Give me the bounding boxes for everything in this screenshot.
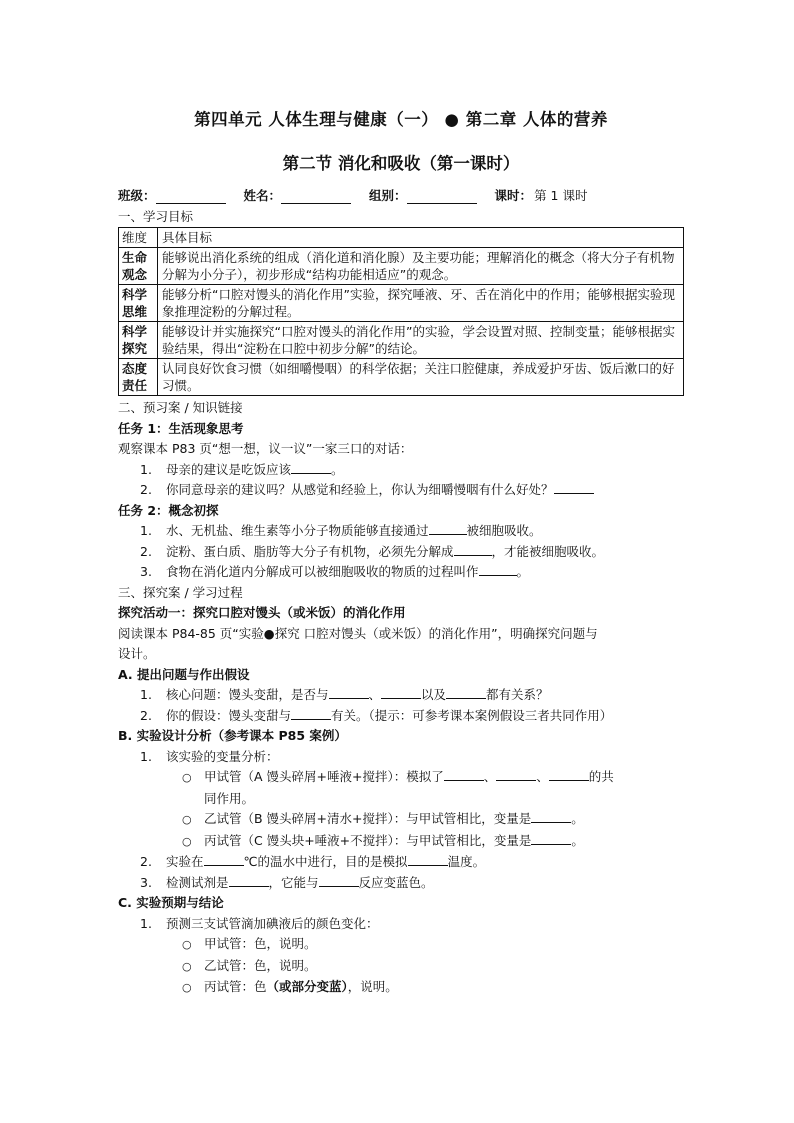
task1-intro: 观察课本 P83 页“想一想，议一议”一家三口的对话： <box>118 441 413 456</box>
group-label: 组别： <box>369 188 407 203</box>
sub-list-continuation: 同作用。 <box>204 790 255 806</box>
goal-cell: 能够设计并实施探究“口腔对馒头的消化作用”的实验，学会设置对照、控制变量；能够根据实验结果，得出“淀粉在口腔中初步分解”的结论。 <box>158 322 684 359</box>
period-value: 第 1 课时 <box>534 188 588 203</box>
item-text: 丙试管：色 <box>204 979 267 994</box>
name-field <box>244 186 352 204</box>
item-emphasis: （或部分变蓝） <box>266 979 348 994</box>
item-tail: 。 <box>516 564 530 579</box>
list-item <box>118 747 684 768</box>
answer-blank[interactable] <box>479 563 517 576</box>
dim-cell: 科学探究 <box>119 322 158 359</box>
table-header-row <box>119 228 684 248</box>
table-row <box>119 248 684 285</box>
item-number: 1. <box>140 915 152 931</box>
worksheet-page <box>118 96 684 999</box>
answer-blank[interactable] <box>446 686 486 699</box>
item-text: 甲试管（A 馒头碎屑+唾液+搅拌）：模拟了 <box>204 769 444 784</box>
item-text: 该实验的变量分析： <box>166 748 279 764</box>
section3-heading: 三、探究案 / 学习过程 <box>118 584 243 600</box>
answer-blank[interactable] <box>291 461 331 474</box>
goal-cell: 能够分析“口腔对馒头的消化作用”实验，探究唾液、牙、舌在消化中的作用；能够根据实验现象推理淀粉的分解过程。 <box>158 285 684 322</box>
item-tail: 。 <box>331 461 344 477</box>
item-text: 母亲的建议是吃饭应该 <box>166 461 292 477</box>
bullet-icon: ○ <box>182 938 192 951</box>
item-text: 实验在 <box>166 854 204 869</box>
item-text: 水、无机盐、维生素等小分子物质能够直接通过 <box>166 523 429 538</box>
sub-list-item <box>118 977 684 999</box>
item-number: 2. <box>140 707 152 723</box>
item-text: ℃的温水中进行，目的是模拟 <box>243 854 408 869</box>
class-field <box>118 186 226 204</box>
sub-list-item <box>118 809 684 831</box>
answer-blank[interactable] <box>549 768 589 781</box>
answer-blank[interactable] <box>204 853 244 866</box>
section2-heading: 二、预习案 / 知识链接 <box>118 400 243 415</box>
item-text: 、 <box>483 769 497 784</box>
list-item <box>118 873 684 894</box>
list-item <box>118 914 684 935</box>
header-goal: 具体目标 <box>158 228 684 248</box>
sub-list-item <box>118 831 684 853</box>
item-text: 都有关系？ <box>486 687 549 702</box>
name-label: 姓名： <box>243 188 282 203</box>
name-blank[interactable] <box>281 191 351 204</box>
item-tail: ，才能被细胞吸收。 <box>491 543 605 559</box>
task1-title: 任务 1：生活现象思考 <box>118 420 244 436</box>
period-label: 课时： <box>494 188 533 203</box>
list-item <box>118 542 684 563</box>
class-label: 班级： <box>118 188 156 203</box>
item-text: 你的假设：馒头变甜与 <box>166 707 292 723</box>
item-number: 2. <box>140 543 152 559</box>
answer-blank[interactable] <box>381 686 421 699</box>
item-text: 预测三支试管滴加碘液后的颜色变化： <box>166 915 379 931</box>
answer-blank[interactable] <box>496 768 536 781</box>
activity-intro-line1: 阅读课本 P84-85 页“实验●探究 口腔对馒头（或米饭）的消化作用”，明确探究问题与 <box>118 625 598 641</box>
item-text: ，它能与 <box>268 874 319 890</box>
item-text: 核心问题：馒头变甜，是否与 <box>166 687 329 702</box>
item-tail: ，说明。 <box>347 979 398 994</box>
dim-cell: 态度责任 <box>119 359 158 396</box>
item-text: 温度。 <box>447 854 486 869</box>
list-item <box>118 562 684 583</box>
section1-heading: 一、学习目标 <box>118 209 194 224</box>
answer-blank[interactable] <box>329 686 369 699</box>
item-tail: 被细胞吸收。 <box>466 523 542 538</box>
bullet-icon: ○ <box>182 959 192 973</box>
list-item <box>118 706 684 727</box>
lesson-title: 第二节 消化和吸收（第一课时） <box>282 154 520 173</box>
item-text: 。 <box>571 832 584 848</box>
item-number: 1. <box>140 523 152 538</box>
item-text: 、 <box>536 769 549 784</box>
answer-blank[interactable] <box>229 874 269 887</box>
unit-title: 第四单元 人体生理与健康（一） ● 第二章 人体的营养 <box>194 110 608 129</box>
item-text: 你同意母亲的建议吗？从感觉和经验上，你认为细嚼慢咽有什么好处？ <box>166 482 554 497</box>
list-item <box>118 685 684 706</box>
list-item <box>118 521 684 542</box>
answer-blank[interactable] <box>319 874 359 887</box>
bullet-icon: ○ <box>182 834 192 848</box>
item-text: 乙试管：色，说明。 <box>204 957 317 973</box>
activity-title: 探究活动一：探究口腔对馒头（或米饭）的消化作用 <box>118 605 406 620</box>
answer-blank[interactable] <box>291 707 331 720</box>
item-number: 3. <box>140 564 152 579</box>
item-text: 丙试管（C 馒头块+唾液+不搅拌）：与甲试管相比，变量是 <box>204 832 532 848</box>
item-text: 甲试管：色，说明。 <box>204 936 317 951</box>
partC-title: C. 实验预期与结论 <box>118 895 224 910</box>
sub-list-item <box>118 934 684 956</box>
item-text: 检测试剂是 <box>166 874 229 890</box>
item-text: 。 <box>571 811 584 826</box>
partB-title: B. 实验设计分析（参考课本 P85 案例） <box>118 728 347 743</box>
answer-blank[interactable] <box>554 481 594 494</box>
item-number: 1. <box>140 748 152 764</box>
dim-cell: 科学思维 <box>119 285 158 322</box>
answer-blank[interactable] <box>531 832 571 845</box>
item-number: 3. <box>140 874 152 890</box>
sub-list-item <box>118 767 684 789</box>
item-text: 反应变蓝色。 <box>358 874 434 890</box>
bullet-icon: ○ <box>182 981 192 994</box>
activity-intro-line2: 设计。 <box>118 646 156 661</box>
table-row <box>119 285 684 322</box>
table-row <box>119 359 684 396</box>
group-field <box>369 186 477 204</box>
list-item <box>118 852 684 873</box>
student-info-line <box>118 186 684 204</box>
bullet-icon: ○ <box>182 771 192 784</box>
header-dimension: 维度 <box>119 228 158 248</box>
item-number: 2. <box>140 482 152 497</box>
item-text: 有关。（提示：可参考课本案例假设三者共同作用） <box>331 707 613 723</box>
answer-blank[interactable] <box>454 543 492 556</box>
learning-goals-table <box>118 227 684 396</box>
period-field <box>495 186 588 204</box>
sub-list-item <box>118 956 684 978</box>
answer-blank[interactable] <box>429 522 467 535</box>
task2-title: 任务 2：概念初探 <box>118 502 219 518</box>
item-text: 的共 <box>588 769 614 784</box>
item-text: 食物在消化道内分解成可以被细胞吸收的物质的过程叫作 <box>166 564 479 579</box>
item-text: 、 <box>368 687 382 702</box>
item-number: 1. <box>140 687 152 702</box>
group-blank[interactable] <box>407 191 477 204</box>
bullet-icon: ○ <box>182 813 192 826</box>
answer-blank[interactable] <box>531 810 571 823</box>
item-number: 1. <box>140 461 152 477</box>
answer-blank[interactable] <box>444 768 484 781</box>
class-blank[interactable] <box>156 191 226 204</box>
item-number: 2. <box>140 854 152 869</box>
item-text: 淀粉、蛋白质、脂肪等大分子有机物，必须先分解成 <box>166 543 454 559</box>
partA-title: A. 提出问题与作出假设 <box>118 666 250 682</box>
item-text: 乙试管（B 馒头碎屑+清水+搅拌）：与甲试管相比，变量是 <box>204 811 532 826</box>
list-item <box>118 480 684 501</box>
dim-cell: 生命观念 <box>119 248 158 285</box>
item-text: 以及 <box>421 687 447 702</box>
list-item <box>118 460 684 481</box>
table-row <box>119 322 684 359</box>
goal-cell: 认同良好饮食习惯（如细嚼慢咽）的科学依据；关注口腔健康，养成爱护牙齿、饭后漱口的好习惯。 <box>158 359 684 396</box>
answer-blank[interactable] <box>408 853 448 866</box>
goal-cell: 能够说出消化系统的组成（消化道和消化腺）及主要功能；理解消化的概念（将大分子有机物分解为小分子），初步形成“结构功能相适应”的观念。 <box>158 248 684 285</box>
